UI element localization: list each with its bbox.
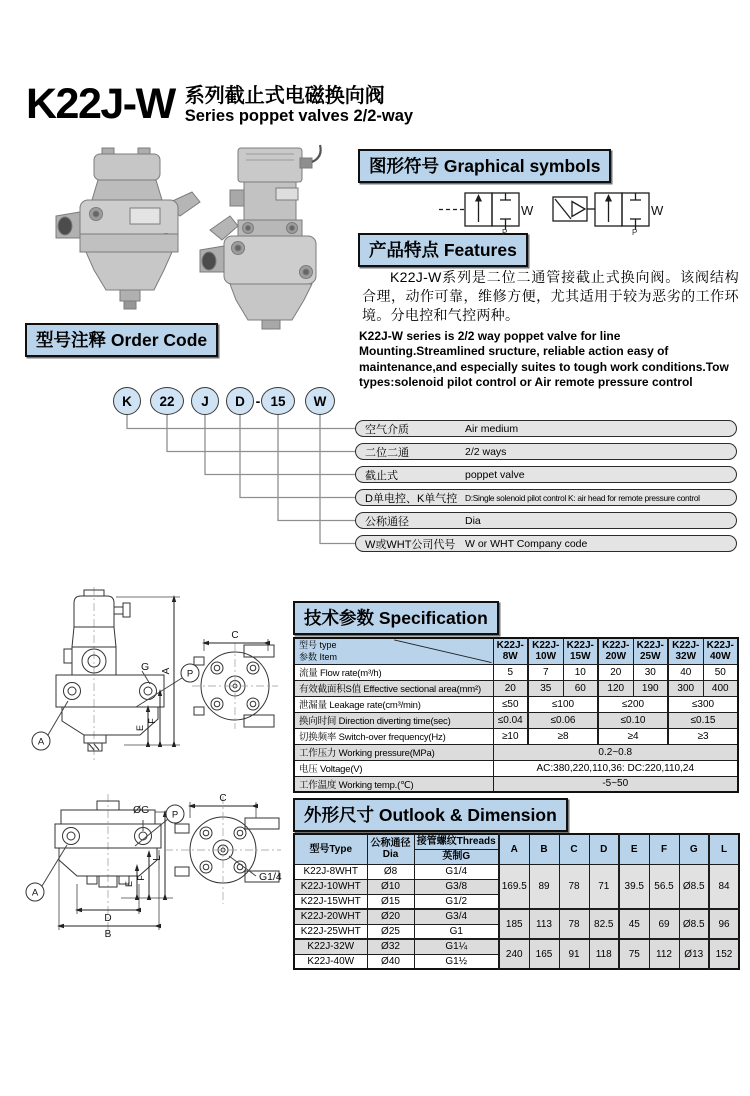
dim-row-thread: G1½ bbox=[414, 954, 499, 969]
dim-label-f: F bbox=[136, 875, 146, 881]
dim-row-thread: G3/4 bbox=[414, 909, 499, 924]
spec-cell: 300 bbox=[668, 680, 703, 696]
dim-label-b: B bbox=[104, 929, 112, 940]
dim-row-type: K22J-20WHT bbox=[294, 909, 367, 924]
spec-cell: ≥8 bbox=[528, 728, 598, 744]
spec-cell: AC:380,220,110,36: DC:220,110,24 bbox=[493, 760, 738, 776]
spec-cell: 60 bbox=[563, 680, 598, 696]
section-header-dimension: 外形尺寸 Outlook & Dimension bbox=[293, 798, 568, 832]
order-code-separator: - bbox=[255, 393, 261, 409]
spec-cell: 40 bbox=[668, 664, 703, 680]
spec-cell: 120 bbox=[598, 680, 633, 696]
port-label-w2: W bbox=[651, 203, 664, 218]
order-code-row bbox=[355, 535, 737, 552]
dim-value-cell: Ø8.5 bbox=[679, 909, 709, 939]
order-code-row bbox=[355, 466, 737, 483]
spec-cell: 0.2~0.8 bbox=[493, 744, 738, 760]
spec-row-label: 工作压力 Working pressure(MPa) bbox=[294, 744, 493, 760]
spec-cell: ≤0.06 bbox=[528, 712, 598, 728]
dim-value-cell: 91 bbox=[559, 939, 589, 969]
dim-value-cell: 71 bbox=[589, 864, 619, 909]
dim-row-thread: G1/2 bbox=[414, 894, 499, 909]
dim-value-cell: 45 bbox=[619, 909, 649, 939]
dim-value-cell: 69 bbox=[649, 909, 679, 939]
dim-row-thread: G3/8 bbox=[414, 879, 499, 894]
corner-diagonal-line bbox=[295, 639, 493, 664]
spec-cell: 30 bbox=[633, 664, 668, 680]
section-label-a: A bbox=[31, 887, 39, 899]
dim-label-e: E bbox=[135, 724, 145, 732]
port-label-p2: P bbox=[632, 228, 638, 236]
dim-label-e: E bbox=[124, 880, 134, 888]
order-code-row-cn: 空气介质 bbox=[365, 423, 409, 436]
dim-label-a: A bbox=[161, 667, 172, 675]
dim-value-cell: 165 bbox=[529, 939, 559, 969]
dim-header-threads: 接管螺纹Threads bbox=[414, 834, 499, 849]
spec-cell: ≤100 bbox=[528, 696, 598, 712]
spec-cell: ≤200 bbox=[598, 696, 668, 712]
dim-value-cell: 82.5 bbox=[589, 909, 619, 939]
dim-header-letter: A bbox=[499, 834, 529, 864]
dim-value-cell: 39.5 bbox=[619, 864, 649, 909]
order-code-row-cn: 截止式 bbox=[365, 469, 398, 482]
dim-row-type: K22J-40W bbox=[294, 954, 367, 969]
spec-cell: ≤50 bbox=[493, 696, 528, 712]
port-label-p1: P bbox=[502, 228, 508, 236]
spec-row-label: 工作温度 Working temp.(℃) bbox=[294, 776, 493, 792]
order-code-row bbox=[355, 489, 737, 506]
spec-cell: ≤0.15 bbox=[668, 712, 738, 728]
spec-cell: 20 bbox=[493, 680, 528, 696]
section-label-a: A bbox=[37, 736, 45, 748]
spec-col-header: K22J- 32W bbox=[668, 638, 703, 664]
spec-cell: 10 bbox=[563, 664, 598, 680]
spec-cell: 400 bbox=[703, 680, 738, 696]
technical-drawing-airpilot bbox=[23, 788, 285, 1000]
spec-cell: ≥4 bbox=[598, 728, 668, 744]
spec-corner-type: 型号 type bbox=[299, 640, 337, 650]
dim-header-letter: B bbox=[529, 834, 559, 864]
dim-row-dia: Ø20 bbox=[367, 909, 414, 924]
dim-header-dia: 公称通径 Dia bbox=[367, 834, 414, 864]
spec-col-header: K22J- 8W bbox=[493, 638, 528, 664]
thread-label-g14: G1/4 bbox=[259, 871, 282, 883]
spec-cell: -5~50 bbox=[493, 776, 738, 792]
spec-cell: ≤300 bbox=[668, 696, 738, 712]
dim-value-cell: 240 bbox=[499, 939, 529, 969]
dim-value-cell: 96 bbox=[709, 909, 739, 939]
dim-header-letter: G bbox=[679, 834, 709, 864]
order-code-row bbox=[355, 443, 737, 460]
dim-header-letter: C bbox=[559, 834, 589, 864]
dim-value-cell: 152 bbox=[709, 939, 739, 969]
spec-col-header: K22J- 40W bbox=[703, 638, 738, 664]
dim-row-dia: Ø32 bbox=[367, 939, 414, 954]
order-code-row-en: poppet valve bbox=[465, 468, 525, 481]
subtitle-cn: 系列截止式电磁换向阀 bbox=[184, 85, 385, 107]
order-code-row-en: W or WHT Company code bbox=[465, 537, 588, 550]
section-header-graphical-symbols: 图形符号 Graphical symbols bbox=[358, 149, 611, 183]
dim-row-type: K22J-15WHT bbox=[294, 894, 367, 909]
spec-cell: 7 bbox=[528, 664, 563, 680]
section-header-features: 产品特点 Features bbox=[358, 233, 528, 267]
port-label-p: P bbox=[171, 809, 179, 821]
dim-row-dia: Ø10 bbox=[367, 879, 414, 894]
dim-label-d: D bbox=[104, 913, 112, 924]
order-code-row-en: D:Single solenoid pilot control K: air head for remote pressure control bbox=[465, 492, 700, 503]
dim-row-dia: Ø25 bbox=[367, 924, 414, 939]
dim-value-cell: 56.5 bbox=[649, 864, 679, 909]
dim-value-cell: 169.5 bbox=[499, 864, 529, 909]
dim-row-dia: Ø40 bbox=[367, 954, 414, 969]
dim-label-c: C bbox=[231, 630, 239, 641]
port-label-w1: W bbox=[521, 203, 534, 218]
subtitle-en: Series poppet valves 2/2-way bbox=[184, 107, 414, 126]
dim-value-cell: Ø13 bbox=[679, 939, 709, 969]
spec-cell: 190 bbox=[633, 680, 668, 696]
dim-value-cell: 185 bbox=[499, 909, 529, 939]
order-code-bubble: W bbox=[305, 387, 335, 415]
dim-header-letter: L bbox=[709, 834, 739, 864]
order-code-row-en: 2/2 ways bbox=[465, 445, 507, 458]
spec-cell: 5 bbox=[493, 664, 528, 680]
dim-row-dia: Ø15 bbox=[367, 894, 414, 909]
order-code-row-en: Dia bbox=[465, 514, 481, 527]
dim-header-type: 型号Type bbox=[294, 834, 367, 864]
dim-value-cell: 89 bbox=[529, 864, 559, 909]
dim-value-cell: 113 bbox=[529, 909, 559, 939]
spec-cell: ≥3 bbox=[668, 728, 738, 744]
dim-value-cell: 112 bbox=[649, 939, 679, 969]
dim-row-thread: G1¼ bbox=[414, 939, 499, 954]
spec-col-header: K22J- 25W bbox=[633, 638, 668, 664]
dim-row-dia: Ø8 bbox=[367, 864, 414, 879]
order-code-row-cn: D单电控、K单气控 bbox=[365, 492, 458, 505]
technical-drawing-solenoid bbox=[28, 583, 286, 789]
order-code-row bbox=[355, 420, 737, 437]
section-header-specification: 技术参数 Specification bbox=[293, 601, 499, 635]
dim-row-thread: G1 bbox=[414, 924, 499, 939]
order-code-row-cn: W或WHT公司代号 bbox=[365, 538, 456, 551]
dim-header-letter: F bbox=[649, 834, 679, 864]
spec-row-label: 流量 Flow rate(m³/h) bbox=[294, 664, 493, 680]
spec-row-label: 电压 Voltage(V) bbox=[294, 760, 493, 776]
dim-row-type: K22J-32W bbox=[294, 939, 367, 954]
dim-row-type: K22J-25WHT bbox=[294, 924, 367, 939]
dim-value-cell: 118 bbox=[589, 939, 619, 969]
spec-cell: 50 bbox=[703, 664, 738, 680]
dim-value-cell: Ø8.5 bbox=[679, 864, 709, 909]
dim-value-cell: 78 bbox=[559, 864, 589, 909]
spec-cell: 35 bbox=[528, 680, 563, 696]
spec-col-header: K22J- 20W bbox=[598, 638, 633, 664]
bolt-label-g: G bbox=[141, 661, 150, 673]
spec-table bbox=[293, 637, 739, 793]
dim-value-cell: 84 bbox=[709, 864, 739, 909]
features-text-en: K22J-W series is 2/2 way poppet valve for line Mounting.Streamlined sructure, reliable action easy of maintenance,and especially suites to tough work conditions.Tow types:solenoid pilot control or Air remote pressure control bbox=[359, 329, 729, 390]
spec-col-header: K22J- 15W bbox=[563, 638, 598, 664]
spec-row-label: 切换频率 Switch-over frequency(Hz) bbox=[294, 728, 493, 744]
order-code-bubble: 22 bbox=[150, 387, 184, 415]
bolt-label-og: ØG bbox=[133, 804, 150, 816]
order-code-row-cn: 公称通径 bbox=[365, 515, 409, 528]
dim-row-thread: G1/4 bbox=[414, 864, 499, 879]
dim-row-type: K22J-8WHT bbox=[294, 864, 367, 879]
spec-cell: ≤0.10 bbox=[598, 712, 668, 728]
dim-label-l: L bbox=[152, 855, 163, 861]
order-code-bubble: 15 bbox=[261, 387, 295, 415]
features-text-cn: K22J-W系列是二位二通管接截止式换向阀。该阀结构合理，动作可靠，维修方便，尤其适用于较为恶劣的工作环境。分电控和气控两种。 bbox=[362, 269, 739, 323]
order-code-row bbox=[355, 512, 737, 529]
dim-value-cell: 75 bbox=[619, 939, 649, 969]
dim-label-f: F bbox=[147, 718, 157, 724]
dim-header-letter: D bbox=[589, 834, 619, 864]
dim-table bbox=[293, 833, 740, 970]
dim-header-letter: E bbox=[619, 834, 649, 864]
order-code-bubble: J bbox=[191, 387, 219, 415]
section-header-order-code: 型号注释 Order Code bbox=[25, 323, 218, 357]
spec-corner-item: 参数 Item bbox=[299, 652, 338, 663]
order-code-bubble: K bbox=[113, 387, 141, 415]
spec-cell: ≤0.04 bbox=[493, 712, 528, 728]
dim-value-cell: 78 bbox=[559, 909, 589, 939]
port-label-p: P bbox=[186, 668, 194, 680]
model-name: K22J-W bbox=[26, 80, 175, 128]
order-code-row-cn: 二位二通 bbox=[365, 446, 409, 459]
spec-corner-cell bbox=[294, 638, 493, 664]
spec-row-label: 有效截面积S值 Effective sectional area(mm²) bbox=[294, 680, 493, 696]
spec-row-label: 换向时间 Direction diverting time(sec) bbox=[294, 712, 493, 728]
order-code-bubble: D bbox=[226, 387, 254, 415]
dim-header-threads-sub: 英制G bbox=[414, 849, 499, 864]
order-code-row-en: Air medium bbox=[465, 422, 519, 435]
spec-cell: 20 bbox=[598, 664, 633, 680]
spec-row-label: 泄漏量 Leakage rate(cm³/min) bbox=[294, 696, 493, 712]
dim-row-type: K22J-10WHT bbox=[294, 879, 367, 894]
spec-cell: ≥10 bbox=[493, 728, 528, 744]
dim-label-c: C bbox=[219, 793, 227, 804]
spec-col-header: K22J- 10W bbox=[528, 638, 563, 664]
